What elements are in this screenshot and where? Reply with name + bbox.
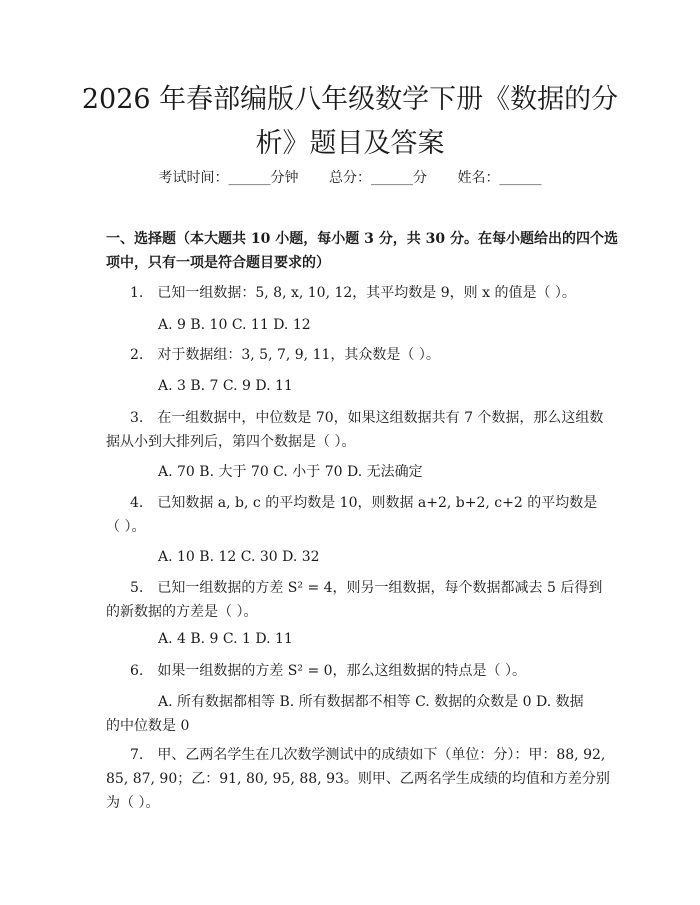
question-6-options-line-2: 的中位数是 0 <box>106 718 190 734</box>
question-4-text-line-1: 4. 已知数据 a, b, c 的平均数是 10，则数据 a+2, b+2, c+2 的平均数是 <box>130 495 598 511</box>
question-7-text-line-3: 为（ ）。 <box>106 795 160 811</box>
question-3-options: A. 70 B. 大于 70 C. 小于 70 D. 无法确定 <box>158 464 423 480</box>
question-6-options-line-1: A. 所有数据都相等 B. 所有数据都不相等 C. 数据的众数是 0 D. 数据 <box>158 694 584 710</box>
time-label: 考试时间：______分钟 <box>158 170 299 186</box>
question-5-options: A. 4 B. 9 C. 1 D. 11 <box>158 631 293 647</box>
question-5-text-line-2: 的新数据的方差是（ ）。 <box>106 604 258 620</box>
question-4-text-line-2: （ ）。 <box>106 519 146 535</box>
question-1-text: 1. 已知一组数据：5, 8, x, 10, 12，其平均数是 9，则 x 的值是（ ）。 <box>130 285 576 301</box>
title-line-1: 2026 年春部编版八年级数学下册《数据的分 <box>81 84 619 115</box>
question-1-options: A. 9 B. 10 C. 11 D. 12 <box>158 317 311 333</box>
question-1 <box>106 281 630 305</box>
section-heading <box>106 227 626 275</box>
name-label: 姓名：______ <box>457 170 542 186</box>
question-2 <box>106 343 630 367</box>
page-title <box>80 78 620 166</box>
question-6-text: 6. 如果一组数据的方差 S² = 0，那么这组数据的特点是（ ）。 <box>130 663 526 679</box>
question-7-text-line-2: 85, 87, 90；乙：91, 80, 95, 88, 93。则甲、乙两名学生成绩的均值和方差分别 <box>106 771 610 787</box>
question-2-options: A. 3 B. 7 C. 9 D. 11 <box>158 378 293 394</box>
question-3-text-line-1: 3. 在一组数据中，中位数是 70，如果这组数据共有 7 个数据，那么这组数 <box>130 410 604 426</box>
exam-meta <box>0 168 700 188</box>
question-7-text-line-1: 7. 甲、乙两名学生在几次数学测试中的成绩如下（单位：分）：甲：88, 92, <box>130 747 606 763</box>
score-label: 总分：______分 <box>329 170 427 186</box>
question-3-text-line-2: 据从小到大排列后，第四个数据是（ ）。 <box>106 434 356 450</box>
section-heading-line-2: 项中，只有一项是符合题目要求的） <box>106 255 330 271</box>
question-6-options <box>106 690 630 738</box>
section-heading-line-1: 一、选择题（本大题共 10 小题，每小题 3 分，共 30 分。在每小题给出的四个选 <box>106 231 618 247</box>
question-4 <box>106 491 630 539</box>
question-7 <box>106 743 630 815</box>
question-6 <box>106 659 630 683</box>
title-line-2: 析》题目及答案 <box>255 128 445 159</box>
question-5 <box>106 576 630 624</box>
question-4-options: A. 10 B. 12 C. 30 D. 32 <box>158 549 320 565</box>
question-3 <box>106 406 630 454</box>
question-5-text-line-1: 5. 已知一组数据的方差 S² = 4，则另一组数据，每个数据都减去 5 后得到 <box>130 580 603 596</box>
question-2-text: 2. 对于数据组：3, 5, 7, 9, 11，其众数是（ ）。 <box>130 347 440 363</box>
